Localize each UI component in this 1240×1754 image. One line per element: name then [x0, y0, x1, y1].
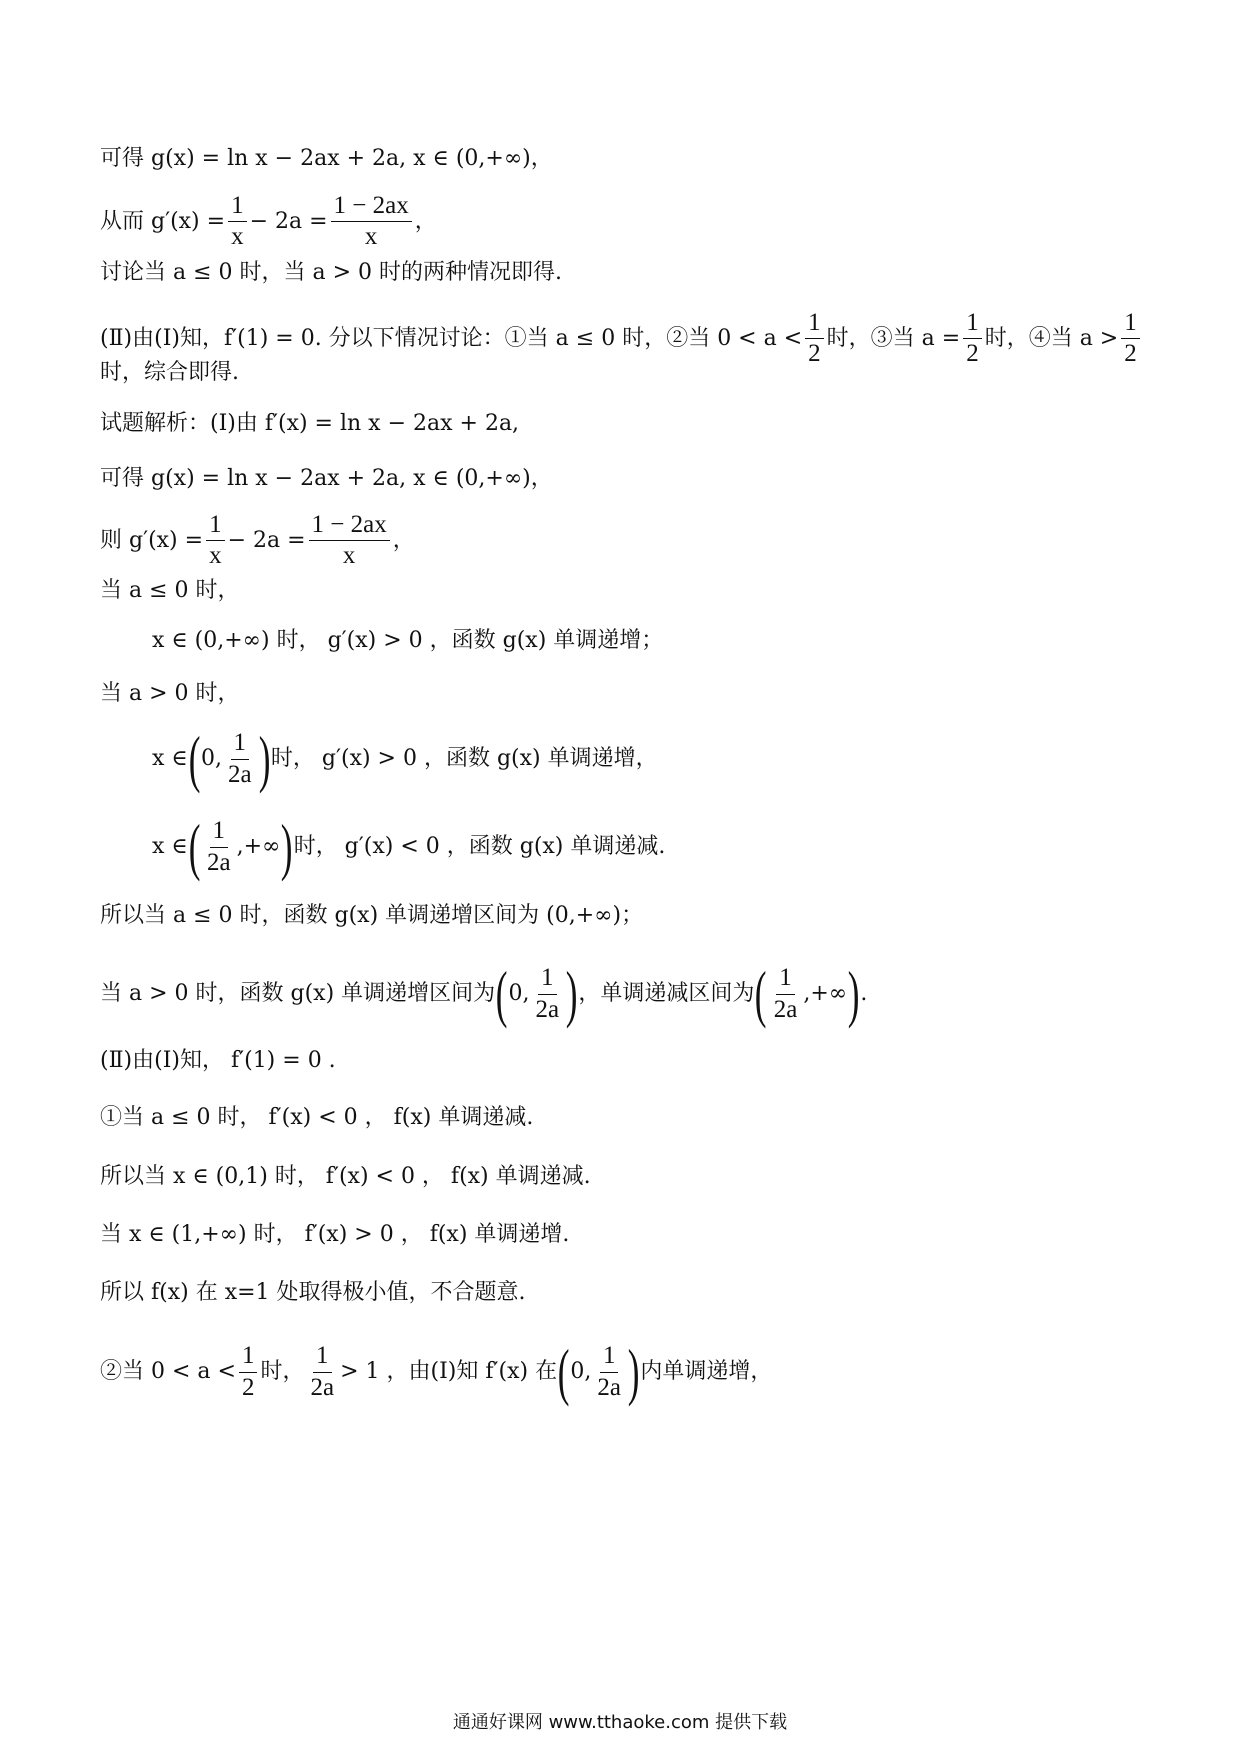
frac-denominator: 2: [966, 340, 979, 368]
fraction-1-over-2-b: [963, 310, 982, 368]
line-21-mid1: 时，: [260, 1359, 305, 1384]
interval-start: 0,: [508, 981, 530, 1006]
fraction-1-2ax-over-x: [309, 512, 390, 570]
interval-end: ,+∞: [803, 981, 848, 1006]
line-4-mid1: 时，③当 a =: [826, 325, 961, 351]
right-paren: ): [847, 958, 860, 1029]
frac-denominator: 2a: [535, 995, 560, 1023]
line-8-comma: ，: [392, 527, 415, 553]
line-21-mid2: > 1 ，由(Ⅰ)知 f′(x) 在: [340, 1359, 558, 1384]
fraction-1-over-2a: [204, 818, 234, 876]
line-7-text: 可得 g(x) = ln x − 2ax + 2a, x ∈ (0,+∞)，: [100, 466, 553, 491]
line-13: [152, 811, 666, 882]
frac-numerator: 1 − 2ax: [331, 193, 412, 222]
fraction-1-2ax-over-x: [331, 193, 412, 251]
line-13-prefix: x ∈: [152, 834, 188, 859]
line-5-text: 时，综合即得.: [100, 360, 239, 385]
frac-numerator: 1: [313, 1343, 332, 1372]
frac-numerator: 1: [1121, 310, 1140, 339]
line-16-text: (Ⅱ)由(Ⅰ)知， f′(1) = 0 .: [100, 1048, 336, 1073]
page-footer: 通通好课网 www.tthaoke.com 提供下载: [452, 1712, 788, 1733]
line-8: [100, 512, 415, 570]
frac-numerator: 1: [228, 193, 247, 222]
interval-end: ,+∞: [236, 834, 281, 859]
right-paren: ): [627, 1336, 640, 1407]
line-15-prefix: 当 a > 0 时，函数 g(x) 单调递增区间为: [100, 981, 496, 1006]
line-9: [100, 580, 240, 602]
line-6-text: 试题解析：(Ⅰ)由 f′(x) = ln x − 2ax + 2a,: [100, 411, 520, 436]
frac-numerator: 1: [805, 310, 824, 339]
left-paren: (: [557, 1336, 570, 1407]
line-4-mid2: 时，④当 a >: [984, 325, 1119, 351]
line-2-mid: − 2a =: [249, 208, 328, 234]
frac-numerator: 1: [239, 1343, 258, 1372]
fraction-1-over-2-a: [805, 310, 824, 368]
line-11: [100, 683, 240, 705]
frac-denominator: x: [209, 542, 222, 570]
frac-denominator: 2: [808, 340, 821, 368]
fraction-1-over-2a: [532, 965, 562, 1023]
line-16: [100, 1050, 336, 1072]
interval-start: 0,: [201, 746, 222, 771]
frac-denominator: 2: [1124, 340, 1137, 368]
line-2-comma: ，: [414, 208, 437, 234]
line-4: [100, 310, 1143, 368]
frac-numerator: 1: [538, 965, 557, 994]
line-1: [100, 148, 553, 170]
left-paren: (: [188, 723, 201, 794]
line-17: [100, 1107, 533, 1129]
line-13-suffix: 时， g′(x) < 0 ，函数 g(x) 单调递减.: [293, 834, 666, 859]
frac-denominator: 2a: [597, 1373, 621, 1401]
line-14: [100, 905, 643, 927]
line-19: [100, 1224, 569, 1246]
frac-denominator: 2: [241, 1373, 255, 1401]
fraction-1-over-2a: [225, 730, 255, 788]
line-15-mid: ，单调递减区间为: [578, 981, 755, 1006]
line-1-text: 可得 g(x) = ln x − 2ax + 2a, x ∈ (0,+∞)，: [100, 146, 553, 171]
frac-numerator: 1: [963, 310, 982, 339]
fraction-1-over-2a: [771, 965, 801, 1023]
frac-denominator: x: [342, 542, 356, 570]
line-15: [100, 958, 868, 1029]
fraction-1-over-2-c: [1121, 310, 1140, 368]
left-paren: (: [755, 958, 767, 1029]
fraction-1-over-2a: [594, 1343, 624, 1401]
line-19-text: 当 x ∈ (1,+∞) 时， f′(x) > 0 ， f(x) 单调递增.: [100, 1222, 570, 1247]
frac-numerator: 1: [600, 1343, 619, 1372]
frac-denominator: 2a: [310, 1373, 335, 1401]
line-2: [100, 193, 437, 251]
line-10: [152, 630, 663, 652]
right-paren: ): [281, 811, 293, 882]
frac-numerator: 1 − 2ax: [309, 512, 390, 541]
line-12: [152, 723, 658, 794]
line-17-text: ①当 a ≤ 0 时， f′(x) < 0 ， f(x) 单调递减.: [100, 1105, 534, 1130]
interval-start: 0,: [570, 1359, 592, 1384]
line-3: [100, 262, 562, 284]
line-15-dot: .: [860, 981, 868, 1006]
line-8-mid: − 2a =: [227, 527, 306, 553]
line-9-text: 当 a ≤ 0 时，: [100, 578, 240, 603]
line-6: [100, 413, 519, 435]
frac-numerator: 1: [776, 965, 795, 994]
line-2-prefix: 从而 g′(x) =: [100, 208, 226, 234]
line-21-suffix: 内单调递增，: [640, 1359, 773, 1384]
line-20-text: 所以 f(x) 在 x=1 处取得极小值，不合题意.: [100, 1280, 526, 1305]
frac-denominator: 2a: [773, 995, 798, 1023]
right-paren: ): [565, 958, 578, 1029]
line-12-prefix: x ∈: [152, 746, 188, 771]
line-14-text: 所以当 a ≤ 0 时，函数 g(x) 单调递增区间为 (0,+∞)；: [100, 903, 644, 928]
line-5: [100, 362, 239, 384]
line-12-suffix: 时， g′(x) > 0 ，函数 g(x) 单调递增，: [270, 746, 658, 771]
fraction-1-over-2: [239, 1343, 258, 1401]
frac-denominator: x: [231, 223, 244, 251]
fraction-1-over-2a: [307, 1343, 337, 1401]
fraction-1-over-x: [228, 193, 247, 251]
line-21: [100, 1336, 773, 1407]
line-7: [100, 468, 553, 490]
line-10-text: x ∈ (0,+∞) 时， g′(x) > 0 ，函数 g(x) 单调递增；: [152, 628, 664, 653]
frac-denominator: 2a: [228, 760, 252, 788]
line-18-text: 所以当 x ∈ (0,1) 时， f′(x) < 0 ， f(x) 单调递减.: [100, 1164, 591, 1189]
frac-numerator: 1: [231, 730, 250, 759]
frac-denominator: 2a: [207, 848, 231, 876]
left-paren: (: [188, 811, 201, 882]
frac-numerator: 1: [206, 512, 225, 541]
line-18: [100, 1166, 591, 1188]
line-11-text: 当 a > 0 时，: [100, 681, 240, 706]
line-3-text: 讨论当 a ≤ 0 时，当 a > 0 时的两种情况即得.: [100, 260, 563, 285]
frac-numerator: 1: [210, 818, 229, 847]
fraction-1-over-x: [206, 512, 225, 570]
line-20: [100, 1282, 526, 1304]
line-8-prefix: 则 g′(x) =: [100, 527, 204, 553]
left-paren: (: [495, 958, 508, 1029]
line-4-prefix: (Ⅱ)由(Ⅰ)知，f′(1) = 0. 分以下情况讨论：①当 a ≤ 0 时，②当 0 < a <: [100, 325, 803, 351]
right-paren: ): [258, 723, 271, 794]
frac-denominator: x: [364, 223, 378, 251]
line-21-prefix: ②当 0 < a <: [100, 1359, 236, 1384]
